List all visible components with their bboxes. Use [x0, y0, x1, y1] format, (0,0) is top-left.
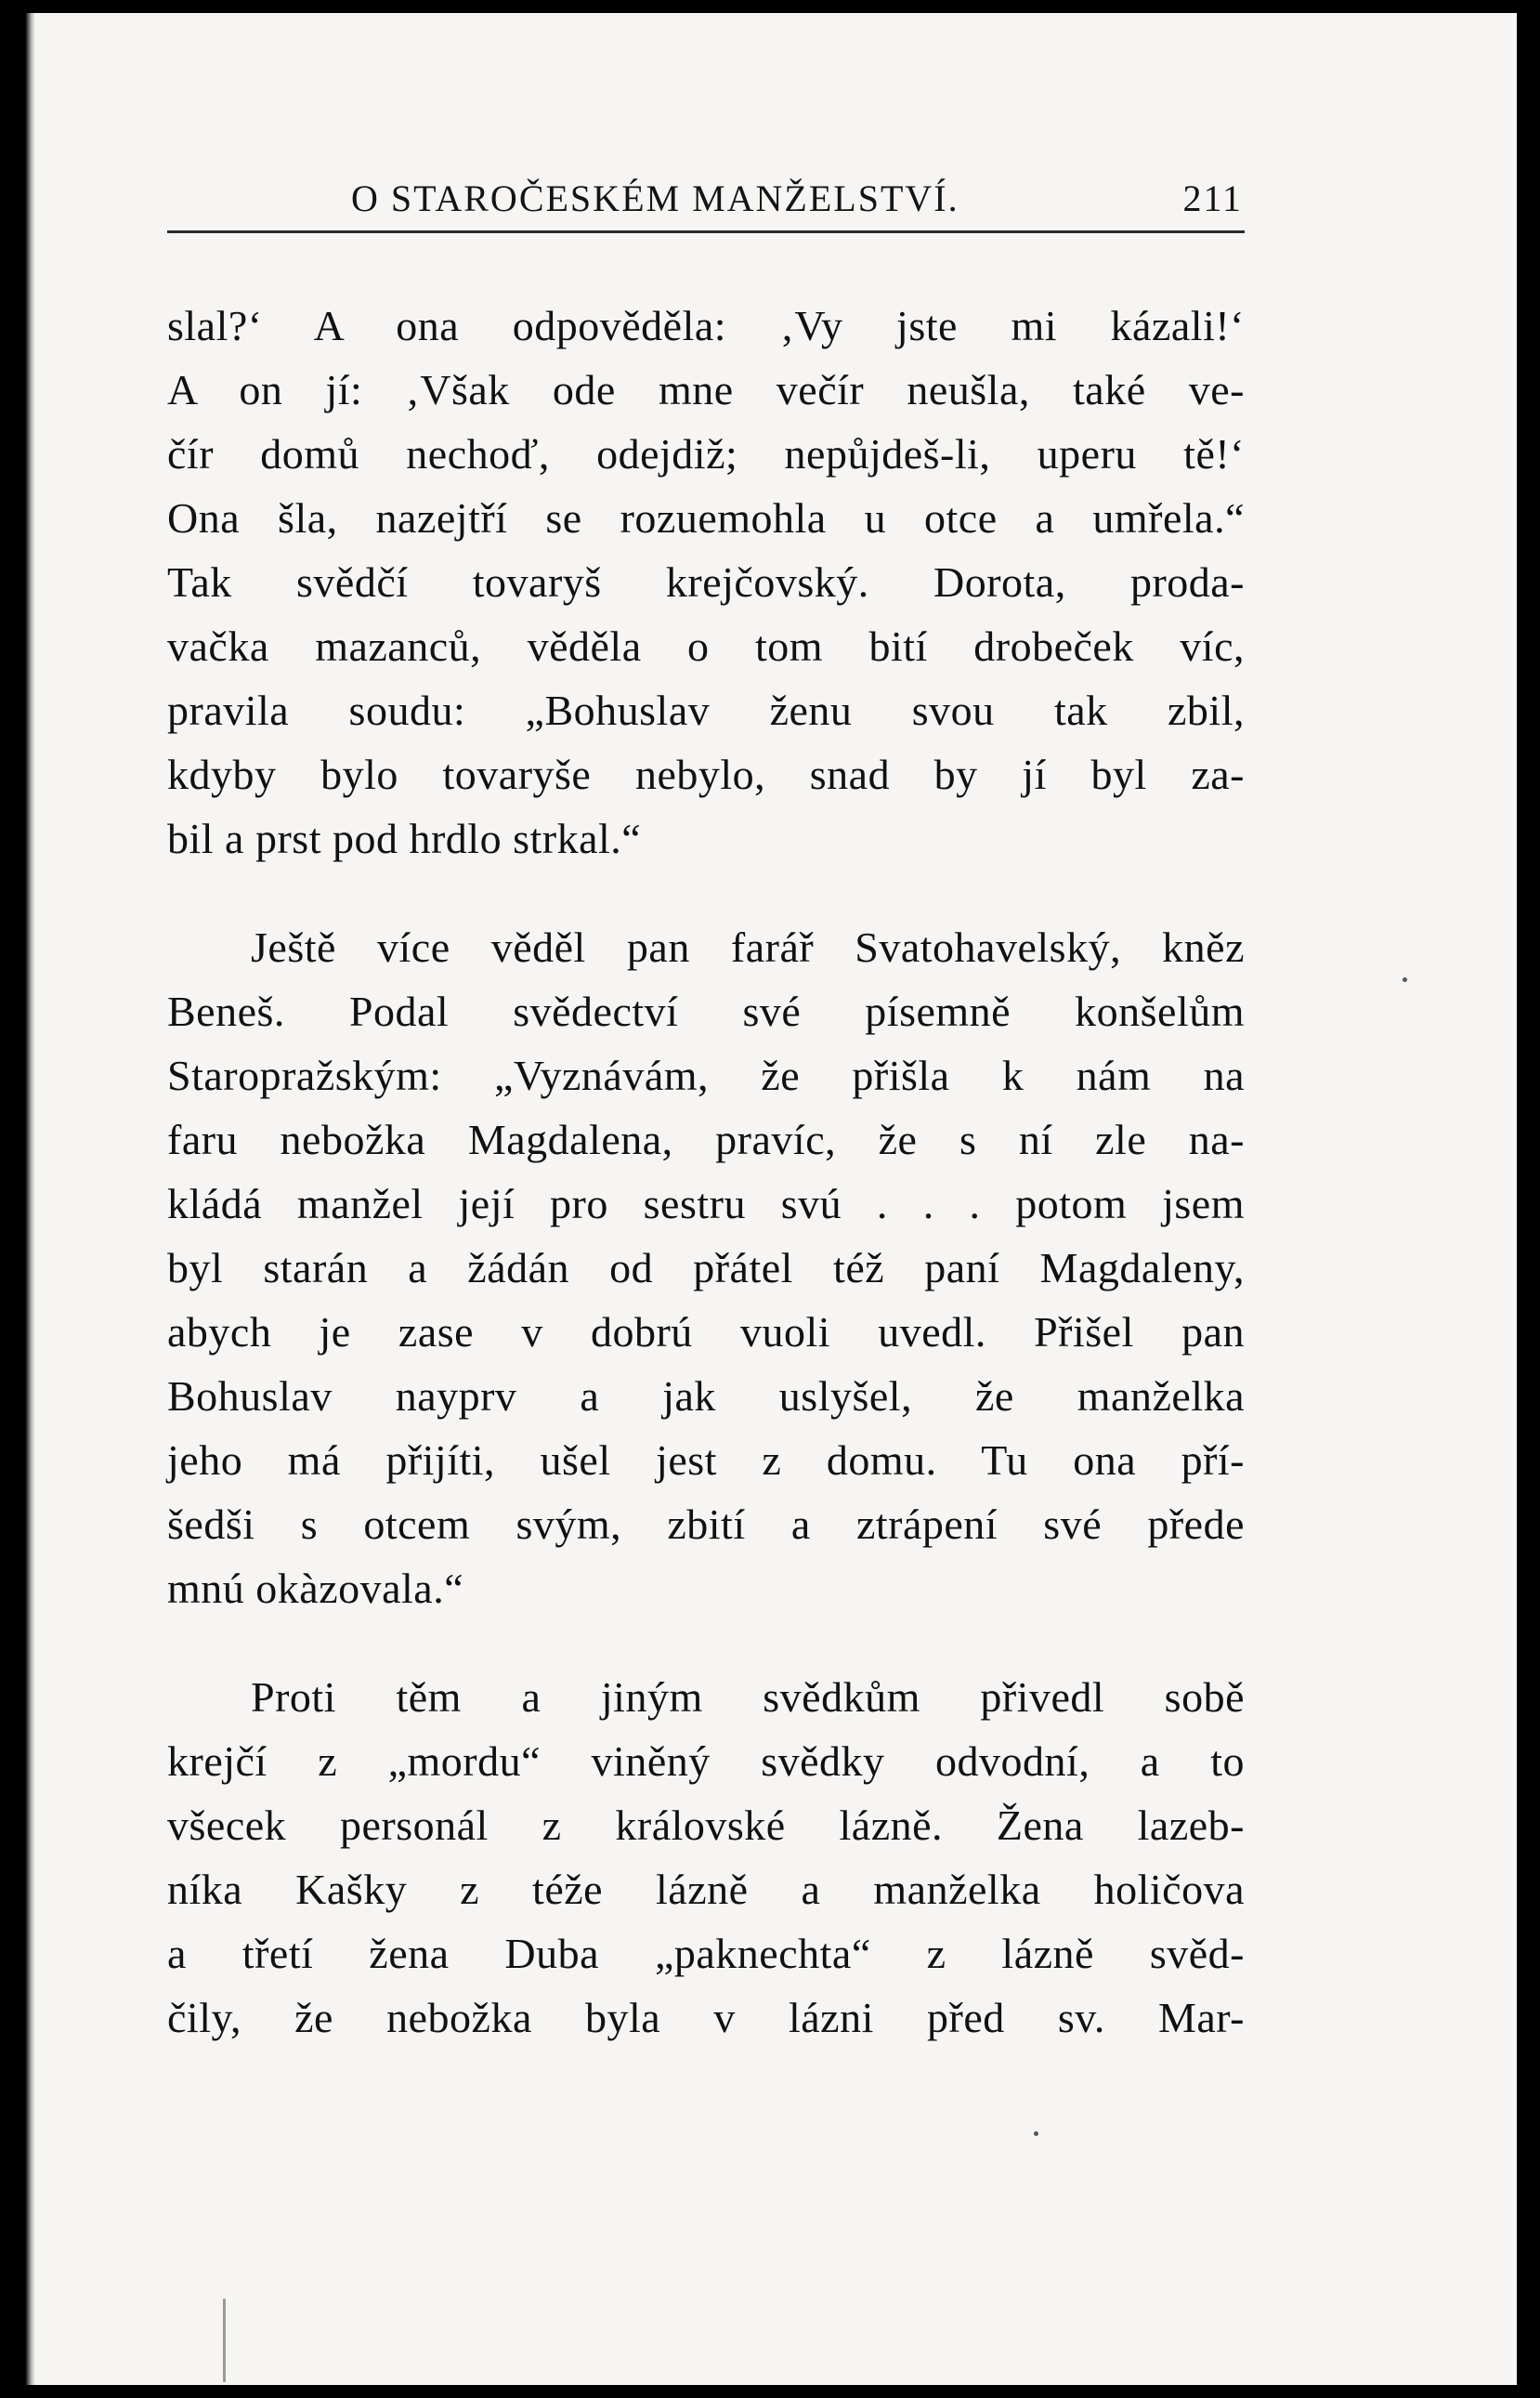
text-line: pravila soudu: „Bohuslav ženu svou tak zbil, [167, 687, 1245, 734]
text-line: Staropražským: „Vyznávám, že přišla k nám na [167, 1052, 1245, 1099]
text-line: faru nebožka Magdalena, pravíc, že s ní zle na- [167, 1116, 1245, 1163]
text-line: Beneš. Podal svědectví své písemně konšelům [167, 988, 1245, 1035]
text-line: všecek personál z královské lázně. Žena lazeb- [167, 1802, 1245, 1849]
text-line: Ještě více věděl pan farář Svatohavelský, kněz [251, 924, 1245, 971]
header-rule [167, 230, 1245, 233]
text-line: Ona šla, nazejtří se rozuemohla u otce a umřela.“ [167, 494, 1245, 542]
text-line: kládá manžel její pro sestru svú . . . potom jsem [167, 1180, 1245, 1227]
page-spine-edge [26, 13, 35, 2385]
paragraph-2 [167, 915, 1245, 1620]
text-line: čír domů nechoď, odejdiž; nepůjdeš-li, uperu tě!‘ [167, 430, 1245, 478]
text-line: vačka mazanců, věděla o tom bití drobeček víc, [167, 622, 1245, 670]
text-line: abych je zase v dobrú vuoli uvedl. Přišel pan [167, 1308, 1245, 1356]
text-line: Tak svědčí tovaryš krejčovský. Dorota, proda- [167, 558, 1245, 606]
text-line: byl starán a žádán od přátel též paní Magdaleny, [167, 1244, 1245, 1291]
page-number: 211 [1182, 177, 1243, 219]
paragraph-1 [167, 294, 1245, 871]
text-line: krejčí z „mordu“ viněný svědky odvodní, a to [167, 1737, 1245, 1785]
text-line: Bohuslav nayprv a jak uslyšel, že manželka [167, 1372, 1245, 1420]
paragraph-3 [167, 1665, 1245, 2050]
paper-speck [1034, 2131, 1038, 2136]
body-text [167, 294, 1245, 2050]
text-line: bil a prst pod hrdlo strkal.“ [167, 815, 642, 862]
running-title: O STAROČESKÉM MANŽELSTVÍ. [351, 177, 959, 219]
text-line: Proti těm a jiným svědkům přivedl sobě [251, 1673, 1245, 1721]
text-line: čily, že nebožka byla v lázni před sv. Mar- [167, 1994, 1245, 2041]
text-line: níka Kašky z téže lázně a manželka holičova [167, 1866, 1245, 1913]
text-line: kdyby bylo tovaryše nebylo, snad by jí byl za- [167, 751, 1245, 798]
running-header [165, 177, 1243, 221]
book-page [26, 13, 1517, 2385]
paper-speck [223, 2299, 226, 2382]
text-line: a třetí žena Duba „paknechta“ z lázně svěd- [167, 1930, 1245, 1977]
text-line: A on jí: ‚Však ode mne večír neušla, také ve- [167, 366, 1245, 413]
text-line: jeho má přijíti, ušel jest z domu. Tu ona pří- [167, 1436, 1245, 1484]
paper-speck [1403, 977, 1407, 982]
text-line: mnú okàzovala.“ [167, 1565, 464, 1612]
text-line: šedši s otcem svým, zbití a ztrápení své přede [167, 1500, 1245, 1548]
text-line: slal?‘ A ona odpověděla: ‚Vy jste mi kázali!‘ [167, 302, 1245, 349]
